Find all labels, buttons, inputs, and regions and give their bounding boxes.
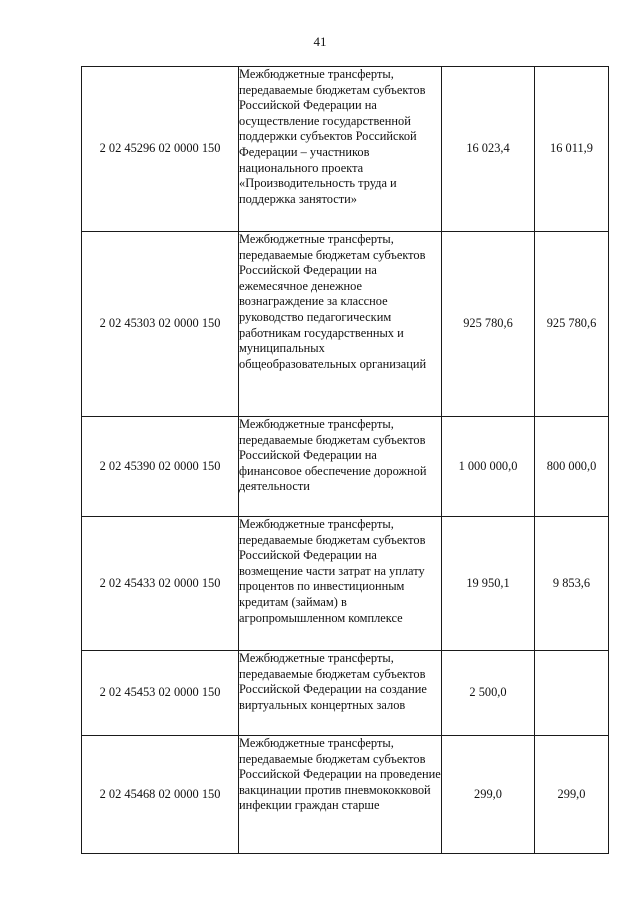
description-cell [239, 517, 442, 651]
description-text: Межбюджетные трансферты, передаваемые бюджетам субъектов Российской Федерации на ежемесячное денежное вознаграждение за классное руководство педагогическим работникам государственных и муниципальных общеобразовательных организаций [239, 232, 427, 371]
budget-code-cell: 2 02 45296 02 0000 150 [82, 67, 239, 232]
description-cell [239, 417, 442, 517]
description-cell [239, 736, 442, 854]
value-cell-second: 16 011,9 [535, 67, 609, 232]
description-text: Межбюджетные трансферты, передаваемые бюджетам субъектов Российской Федерации на создание виртуальных концертных залов [239, 651, 427, 712]
value-cell-first: 16 023,4 [442, 67, 535, 232]
table-row [82, 651, 609, 736]
table-row [82, 67, 609, 232]
page-number: 41 [313, 34, 327, 49]
description-text: Межбюджетные трансферты, передаваемые бюджетам субъектов Российской Федерации на финансовое обеспечение дорожной деятельности [239, 417, 427, 494]
description-cell [239, 651, 442, 736]
value-cell-second [535, 651, 609, 736]
budget-code-cell: 2 02 45433 02 0000 150 [82, 517, 239, 651]
value-cell-first: 2 500,0 [442, 651, 535, 736]
budget-table-body [82, 67, 609, 854]
value-cell-first: 19 950,1 [442, 517, 535, 651]
value-cell-second: 9 853,6 [535, 517, 609, 651]
value-cell-second: 925 780,6 [535, 232, 609, 417]
table-row [82, 736, 609, 854]
table-row [82, 517, 609, 651]
description-text: Межбюджетные трансферты, передаваемые бюджетам субъектов Российской Федерации на осуществление государственной поддержки субъектов Российской Федерации – участников национального проекта «Производительность труда и поддержка занятости» [239, 67, 426, 206]
value-cell-first: 1 000 000,0 [442, 417, 535, 517]
budget-table [81, 66, 609, 854]
description-text: Межбюджетные трансферты, передаваемые бюджетам субъектов Российской Федерации на проведение вакцинации против пневмококковой инфекции граждан старше [239, 736, 441, 813]
description-text: Межбюджетные трансферты, передаваемые бюджетам субъектов Российской Федерации на возмещение части затрат на уплату процентов по инвестиционным кредитам (займам) в агропромышленном комплексе [239, 517, 426, 625]
description-cell [239, 67, 442, 232]
budget-code-cell: 2 02 45303 02 0000 150 [82, 232, 239, 417]
value-cell-first: 299,0 [442, 736, 535, 854]
table-row [82, 232, 609, 417]
description-cell [239, 232, 442, 417]
budget-code-cell: 2 02 45390 02 0000 150 [82, 417, 239, 517]
value-cell-second: 800 000,0 [535, 417, 609, 517]
value-cell-second: 299,0 [535, 736, 609, 854]
value-cell-first: 925 780,6 [442, 232, 535, 417]
budget-code-cell: 2 02 45468 02 0000 150 [82, 736, 239, 854]
budget-code-cell: 2 02 45453 02 0000 150 [82, 651, 239, 736]
table-row [82, 417, 609, 517]
